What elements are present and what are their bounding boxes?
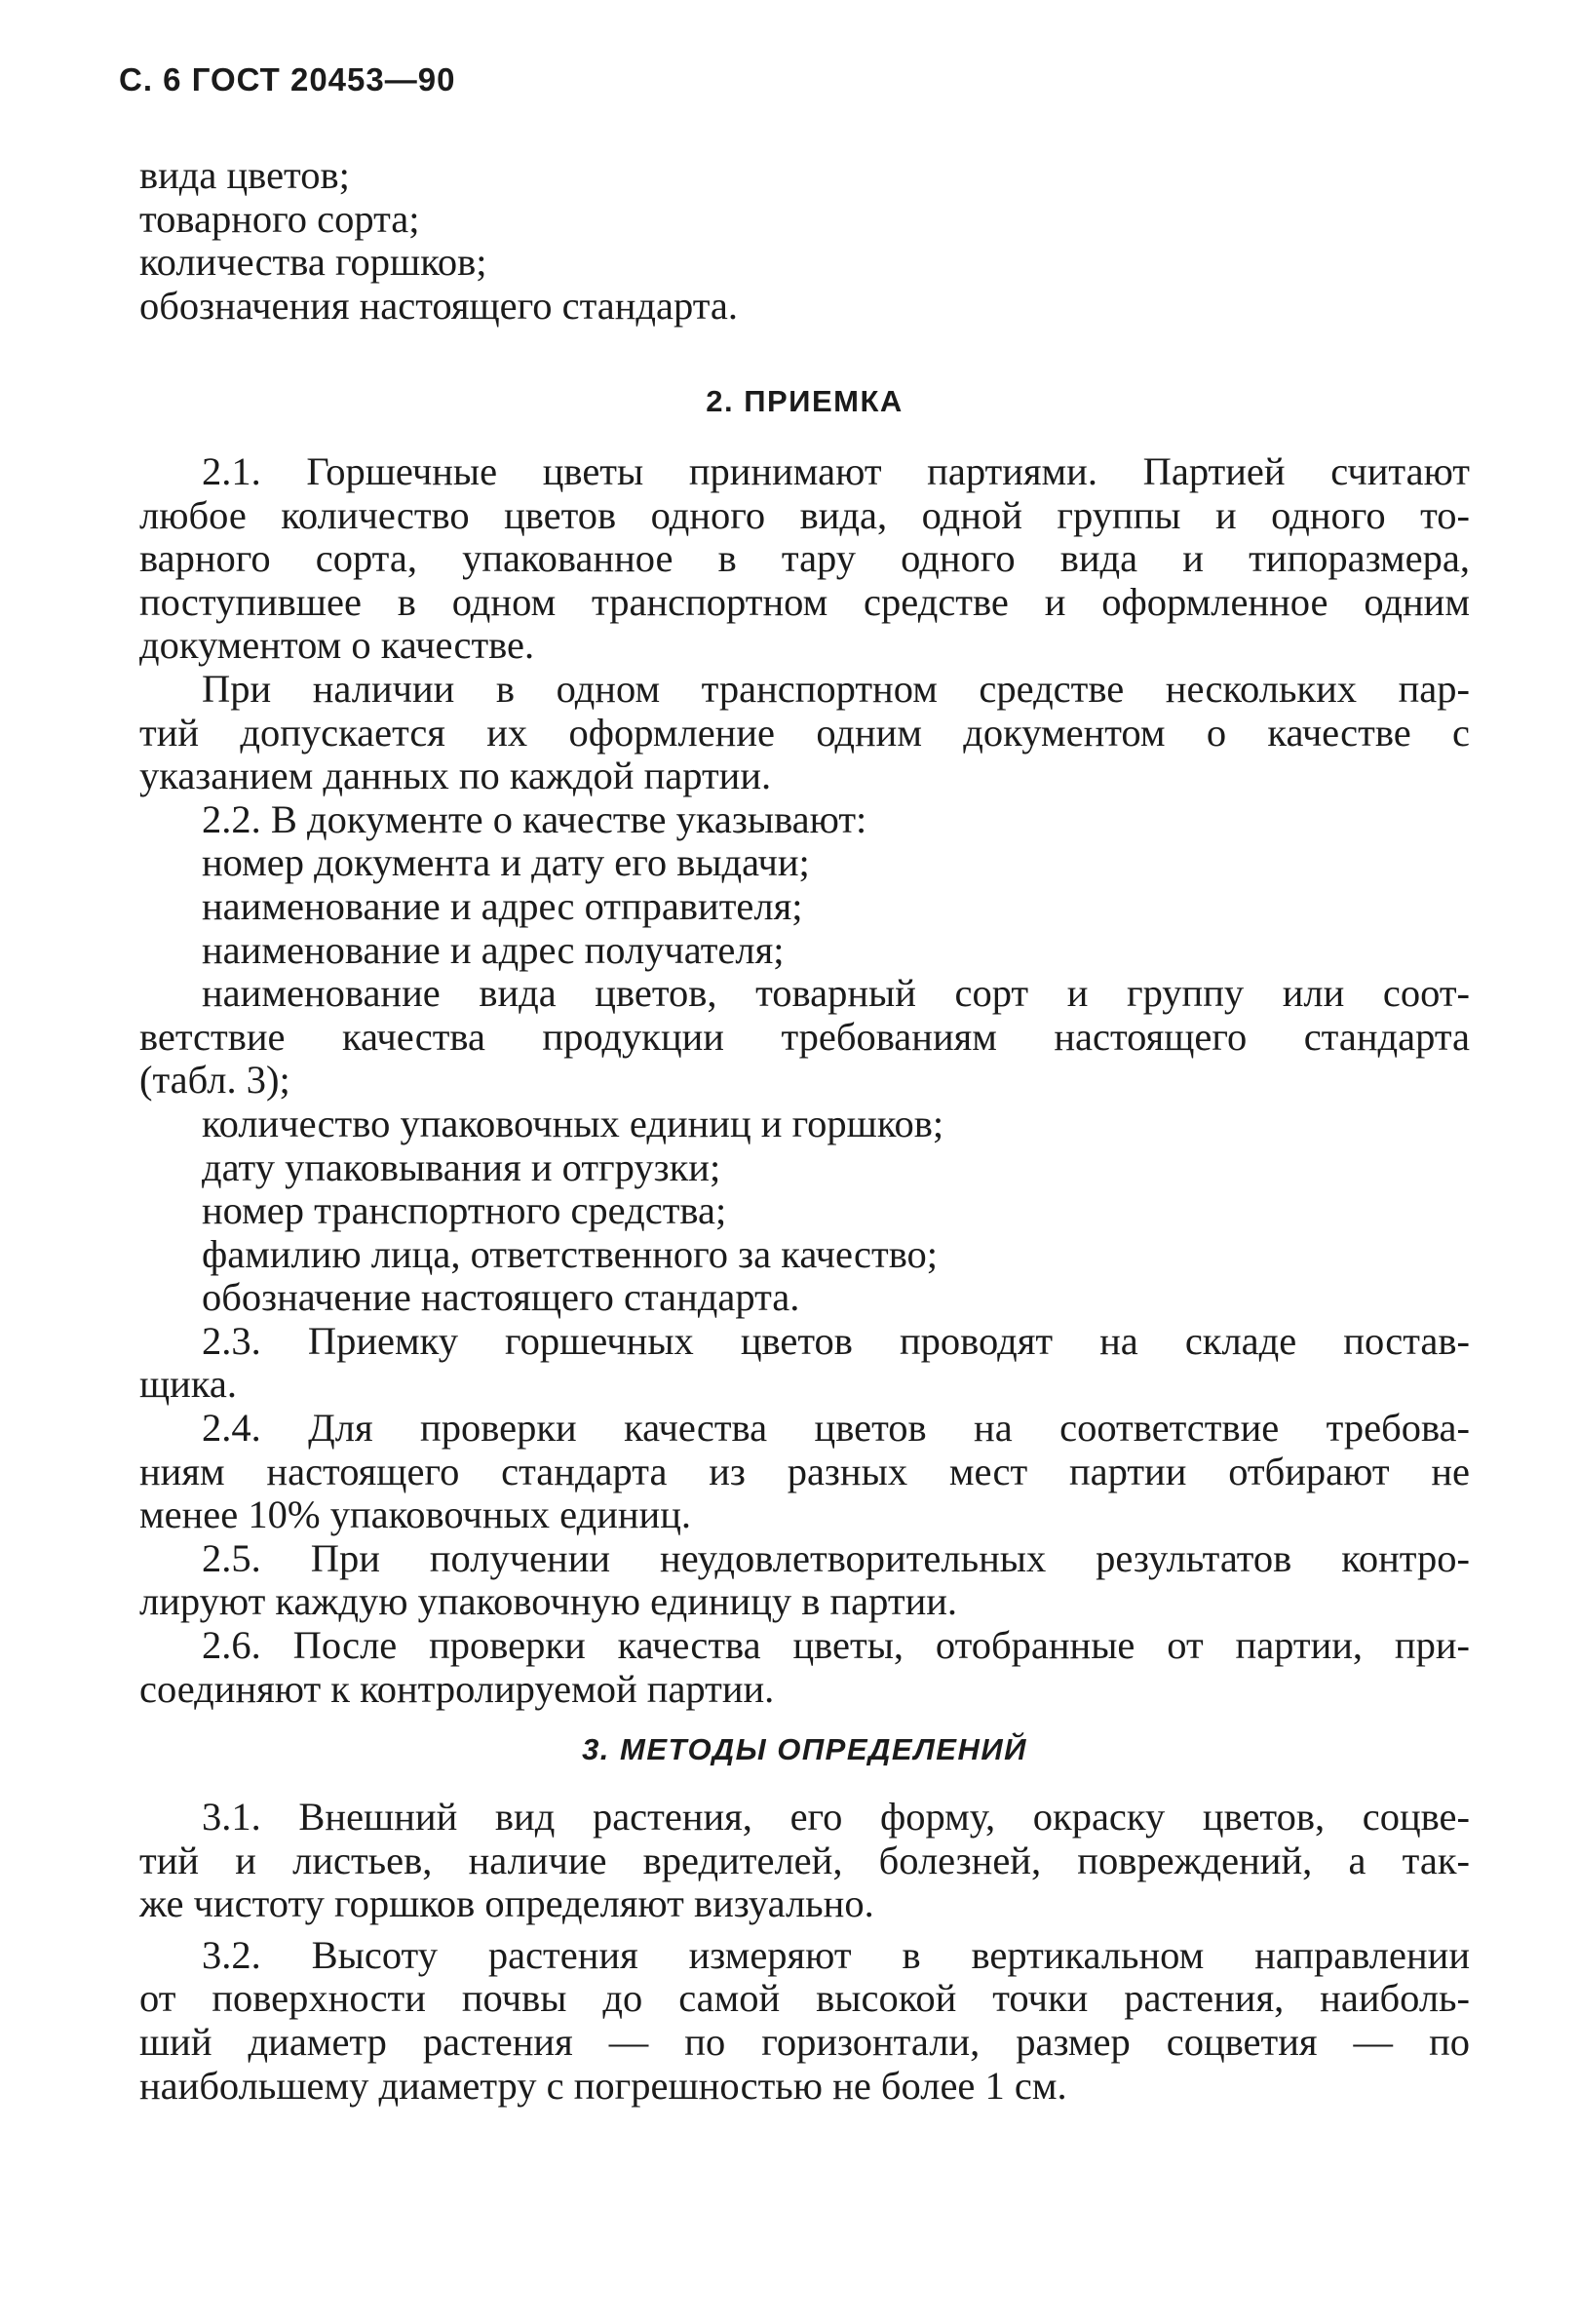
text-line: варного сорта, упакованное в тару одного вида и типоразмера, [139,536,1470,581]
list-item: дату упаковывания и отгрузки; [202,1144,721,1189]
text-line: менее 10% упаковочных единиц. [139,1492,692,1537]
paragraph-2-2 [139,798,1470,1320]
paragraph-2-3 [139,1320,1470,1407]
text-line: ниям настоящего стандарта из разных мест партии отбирают не [139,1449,1470,1493]
text-line: 2.3. Приемку горшечных цветов проводят на складе постав- [202,1318,1470,1363]
section-3-body [139,1796,1470,2108]
paragraph-2-4 [139,1407,1470,1537]
text-line: (табл. 3); [139,1058,290,1103]
text-line: 3.2. Высоту растения измеряют в вертикальном направлении [202,1932,1470,1977]
list-item: фамилию лица, ответственного за качество; [202,1231,939,1276]
text-line: 2.2. В документе о качестве указывают: [202,796,867,841]
paragraph-2-6 [139,1624,1470,1711]
list-item: номер транспортного средства; [202,1188,727,1233]
text-line: поступившее в одном транспортном средстве и оформленное одним [139,579,1470,624]
text-line: 2.1. Горшечные цветы принимают партиями. Партией считают [202,449,1470,493]
paragraph-2-1b [139,668,1470,798]
list-item: наименование и адрес отправителя; [202,883,803,928]
text-line: 2.4. Для проверки качества цветов на соответствие требова- [202,1406,1470,1451]
text-line: указанием данных по каждой партии. [139,754,772,798]
text-line: лируют каждую упаковочную единицу в партии. [139,1579,958,1624]
text-line: любое количество цветов одного вида, одной группы и одного то- [139,492,1470,537]
section-2-body [139,450,1470,1711]
list-item: количества горшков; [139,240,487,285]
page-header: С. 6 ГОСТ 20453—90 [119,61,456,97]
text-line: тий и листьев, наличие вредителей, болезней, повреждений, а так- [139,1838,1470,1882]
text-line: ший диаметр растения — по горизонтали, размер соцветия — по [139,2019,1470,2064]
text-line: же чистоту горшков определяют визуально. [139,1881,874,1926]
list-item: количество упаковочных единиц и горшков; [202,1101,944,1145]
text-line: 2.5. При получении неудовлетворительных результатов контро- [202,1535,1470,1580]
section-3-heading: 3. МЕТОДЫ ОПРЕДЕЛЕНИЙ [582,1732,1027,1766]
list-item: вида цветов; [139,153,350,197]
list-item: номер документа и дату его выдачи; [202,840,810,885]
list-item: товарного сорта; [139,196,420,241]
text-line: наибольшему диаметру с погрешностью не более 1 см. [139,2063,1067,2108]
text-line: При наличии в одном транспортном средстве нескольких пар- [202,666,1470,711]
intro-list [139,154,1470,328]
text-line: ветствие качества продукции требованиям настоящего стандарта [139,1014,1470,1059]
paragraph-3-1 [139,1796,1470,1926]
list-item: обозначение настоящего стандарта. [202,1275,800,1320]
section-2-heading: 2. ПРИЕМКА [706,384,904,418]
paragraph-2-1 [139,450,1470,668]
paragraph-2-5 [139,1537,1470,1624]
paragraph-3-2 [139,1934,1470,2108]
list-item: обозначения настоящего стандарта. [139,283,739,328]
text-line: 3.1. Внешний вид растения, его форму, окраску цветов, соцве- [202,1795,1470,1839]
text-line: щика. [139,1362,238,1407]
text-line: от поверхности почвы до самой высокой точки растения, наиболь- [139,1976,1470,2021]
text-line: наименование вида цветов, товарный сорт и группу или соот- [202,971,1470,1016]
text-line: документом о качестве. [139,623,535,668]
text-line: соединяют к контролируемой партии. [139,1666,775,1711]
list-item: наименование и адрес получателя; [202,927,785,972]
text-line: 2.6. После проверки качества цветы, отобранные от партии, при- [202,1623,1470,1668]
text-line: тий допускается их оформление одним документом о качестве с [139,710,1470,755]
